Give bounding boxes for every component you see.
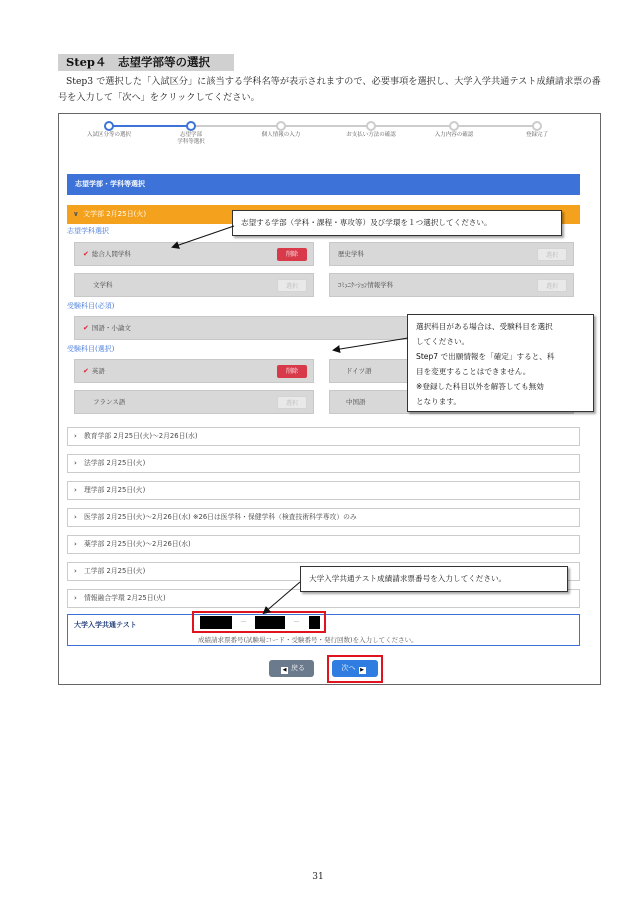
option-label: 国語・小論文 (91, 324, 131, 332)
dept-select-label: 志望学科選択 (67, 227, 109, 235)
callout-dept: 志望する学部（学科・課程・専攻等）及び学環を１つ選択してください。 (232, 210, 562, 236)
check-icon: ✔ (83, 324, 89, 332)
callout-test-number: 大学入学共通テスト成績請求票番号を入力してください。 (300, 566, 568, 592)
callout-line: 目を変更することはできません。 (416, 367, 531, 376)
optional-subject-label: 受験科目(選択) (67, 345, 115, 353)
progress-step-dot (532, 121, 542, 131)
option-label: フランス語 (93, 398, 126, 406)
chevron-right-icon: › (74, 486, 77, 494)
back-arrow-icon: ◀ (282, 667, 287, 673)
callout-line: 選択科目がある場合は、受験科目を選択 (416, 322, 553, 331)
check-icon: ✔ (83, 367, 89, 375)
select-button[interactable]: 選択 (537, 248, 567, 261)
progress-line-todo (191, 125, 537, 127)
exam-number-input[interactable] (255, 616, 285, 629)
issue-count-input[interactable] (309, 616, 320, 629)
progress-step-label: 登録完了 (525, 132, 548, 138)
callout-line: Step7 で出願情報を「確定」すると、科 (416, 352, 555, 361)
separator: － (293, 618, 300, 626)
back-button[interactable] (269, 660, 314, 677)
faculty-accordion[interactable] (67, 508, 580, 527)
common-test-label: 大学入学共通テスト (74, 621, 137, 629)
progress-step-label: 入試区分等の選択 (86, 132, 131, 138)
faculty-name: 法学部 2月25日(火) (84, 459, 146, 467)
progress-stepper (59, 114, 600, 164)
option-label: 中国語 (346, 398, 366, 406)
faculty-name: 文学部 2月25日(火) (83, 210, 147, 218)
chevron-right-icon: › (74, 459, 77, 467)
subject-option[interactable] (74, 390, 314, 414)
subject-option[interactable] (74, 359, 314, 383)
next-arrow-icon: ▶ (360, 667, 364, 673)
select-button[interactable]: 選択 (537, 279, 567, 292)
faculty-name: 情報融合学環 2月25日(火) (84, 594, 166, 602)
option-label: ドイツ語 (346, 367, 372, 375)
progress-step-dot (276, 121, 286, 131)
faculty-name: 教育学部 2月25日(火)〜2月26日(水) (84, 432, 198, 440)
callout-line: となります。 (416, 397, 461, 406)
check-icon: ✔ (83, 250, 89, 258)
chevron-right-icon: › (74, 540, 77, 548)
next-button[interactable] (332, 660, 378, 677)
progress-step-dot (449, 121, 459, 131)
faculty-name: 医学部 2月25日(火)〜2月26日(水) ※26日は医学科・保健学科（検査技術科学専攻）のみ (84, 513, 357, 521)
select-button[interactable]: 選択 (277, 279, 307, 292)
back-label: 戻る (291, 664, 305, 672)
dept-option[interactable] (329, 242, 574, 266)
progress-step-dot (366, 121, 376, 131)
option-label: 文学科 (93, 281, 113, 289)
test-center-code-input[interactable] (200, 616, 232, 629)
callout-line: してください。 (416, 337, 470, 346)
faculty-accordion[interactable] (67, 481, 580, 500)
chevron-right-icon: › (74, 567, 77, 575)
option-label: ｺﾐｭﾆｹｰｼｮﾝ情報学科 (338, 281, 394, 289)
faculty-accordion[interactable] (67, 535, 580, 554)
dept-option[interactable] (329, 273, 574, 297)
faculty-name: 工学部 2月25日(火) (84, 567, 146, 575)
next-label: 次へ (341, 664, 356, 672)
chevron-right-icon: › (74, 594, 77, 602)
dept-option[interactable] (74, 242, 314, 266)
faculty-accordion[interactable] (67, 454, 580, 473)
section-header: 志望学部・学科等選択 (67, 174, 580, 195)
callout-subject (407, 314, 594, 412)
option-label: 英語 (91, 367, 105, 375)
faculty-accordion[interactable] (67, 427, 580, 446)
faculty-name: 薬学部 2月25日(火)〜2月26日(水) (84, 540, 191, 548)
callout-line: ※登録した科目以外を解答しても無効 (416, 382, 544, 391)
progress-line-done (109, 125, 191, 127)
faculty-name: 理学部 2月25日(火) (84, 486, 146, 494)
chevron-right-icon: › (74, 513, 77, 521)
progress-step-dot (104, 121, 114, 131)
delete-button[interactable]: 削除 (277, 248, 307, 261)
chevron-down-icon: ∨ (73, 210, 79, 218)
progress-step-label: 志望学部 学科等選択 (177, 132, 205, 145)
progress-step-dot (186, 121, 196, 131)
delete-button[interactable]: 削除 (277, 365, 307, 378)
progress-step-label: 入力内容の確認 (434, 132, 474, 138)
progress-step-label: 個人情報の入力 (261, 132, 301, 138)
option-label: 歴史学科 (338, 250, 364, 258)
intro-text: Step3 で選択した「入試区分」に該当する学科名等が表示されますので、必要事項を選択し、大学入学共通テスト成績請求票の番号を入力して「次へ」をクリックしてください。 (58, 76, 601, 103)
option-label: 総合人間学科 (91, 250, 131, 258)
separator: － (240, 618, 247, 626)
chevron-right-icon: › (74, 432, 77, 440)
step-heading: Step４ 志望学部等の選択 (58, 54, 234, 71)
page-number: 31 (312, 872, 324, 882)
select-button[interactable]: 選択 (277, 396, 307, 409)
progress-step-label: お支払い方法の確認 (346, 132, 396, 138)
required-subject-label: 受験科目(必須) (67, 302, 115, 310)
common-test-hint: 成績請求票番号(試験場コード・受験番号・発行回数)を入力してください。 (198, 636, 418, 644)
dept-option[interactable] (74, 273, 314, 297)
